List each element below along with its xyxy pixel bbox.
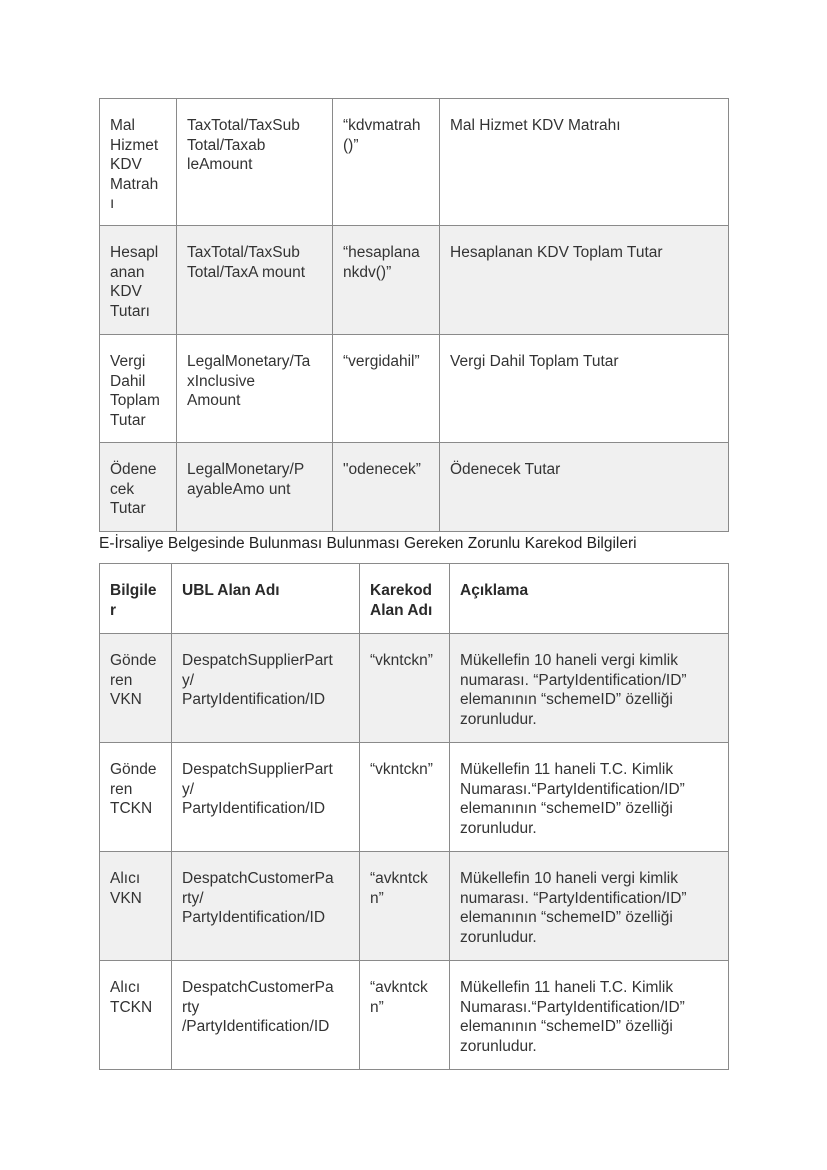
description-cell: Mükellefin 11 haneli T.C. Kimlik Numarası.“PartyIdentification/ID” elemanının “schemeID” özelliği zorunludur.: [460, 979, 685, 1055]
qr-field-cell: “vkntckn”: [370, 761, 433, 778]
kdv-amounts-table: [99, 98, 729, 532]
info-cell: Gönde ren TCKN: [110, 761, 157, 817]
ubl-field-cell: DespatchSupplierPart y/ PartyIdentification/ID: [182, 761, 333, 817]
table-row: [100, 226, 729, 335]
qr-field-cell: “kdvmatrah ()”: [343, 117, 421, 154]
table-row: [100, 852, 729, 961]
ubl-field-cell: TaxTotal/TaxSub Total/TaxA mount: [187, 244, 306, 281]
info-cell: Ödene cek Tutar: [110, 461, 157, 517]
header-qr-field: Karekod Alan Adı: [370, 582, 433, 619]
qr-field-cell: "odenecek”: [343, 461, 421, 478]
qr-field-cell: “avkntck n”: [370, 979, 428, 1016]
description-cell: Mal Hizmet KDV Matrahı: [450, 117, 621, 134]
qr-field-cell: “hesaplana nkdv()”: [343, 244, 420, 281]
table-row: [100, 335, 729, 443]
ubl-field-cell: LegalMonetary/P ayableAmo unt: [187, 461, 305, 498]
qr-field-cell: “avkntck n”: [370, 870, 428, 907]
qr-field-cell: “vergidahil”: [343, 353, 420, 370]
qr-code-fields-table: [99, 563, 729, 1070]
ubl-field-cell: LegalMonetary/Ta xInclusive Amount: [187, 353, 311, 409]
description-cell: Ödenecek Tutar: [450, 461, 561, 478]
table-row: [100, 743, 729, 852]
table-row: [100, 99, 729, 226]
header-ubl-field: UBL Alan Adı: [182, 582, 280, 599]
info-cell: Mal Hizmet KDV Matrah ı: [110, 117, 159, 212]
section-caption: E-İrsaliye Belgesinde Bulunması Bulunması Gereken Zorunlu Karekod Bilgileri: [99, 535, 637, 552]
ubl-field-cell: TaxTotal/TaxSub Total/Taxab leAmount: [187, 117, 300, 173]
table-header-row: [100, 564, 729, 634]
description-cell: Hesaplanan KDV Toplam Tutar: [450, 244, 663, 261]
table-row: [100, 961, 729, 1070]
description-cell: Mükellefin 10 haneli vergi kimlik numarası. “PartyIdentification/ID” elemanının “schemeID” özelliği zorunludur.: [460, 870, 687, 946]
info-cell: Hesapl anan KDV Tutarı: [110, 244, 159, 320]
description-cell: Mükellefin 11 haneli T.C. Kimlik Numarası.“PartyIdentification/ID” elemanının “schemeID” özelliği zorunludur.: [460, 761, 685, 837]
qr-field-cell: “vkntckn”: [370, 652, 433, 669]
description-cell: Mükellefin 10 haneli vergi kimlik numarası. “PartyIdentification/ID” elemanının “schemeID” özelliği zorunludur.: [460, 652, 687, 728]
info-cell: Gönde ren VKN: [110, 652, 157, 708]
header-info: Bilgile r: [110, 582, 157, 619]
ubl-field-cell: DespatchCustomerPa rty /PartyIdentification/ID: [182, 979, 334, 1035]
ubl-field-cell: DespatchSupplierPart y/ PartyIdentification/ID: [182, 652, 333, 708]
ubl-field-cell: DespatchCustomerPa rty/ PartyIdentification/ID: [182, 870, 334, 926]
info-cell: Vergi Dahil Toplam Tutar: [110, 353, 160, 429]
header-description: Açıklama: [460, 582, 529, 599]
info-cell: Alıcı VKN: [110, 870, 142, 907]
table-row: [100, 443, 729, 532]
description-cell: Vergi Dahil Toplam Tutar: [450, 353, 619, 370]
table-row: [100, 634, 729, 743]
info-cell: Alıcı TCKN: [110, 979, 153, 1016]
